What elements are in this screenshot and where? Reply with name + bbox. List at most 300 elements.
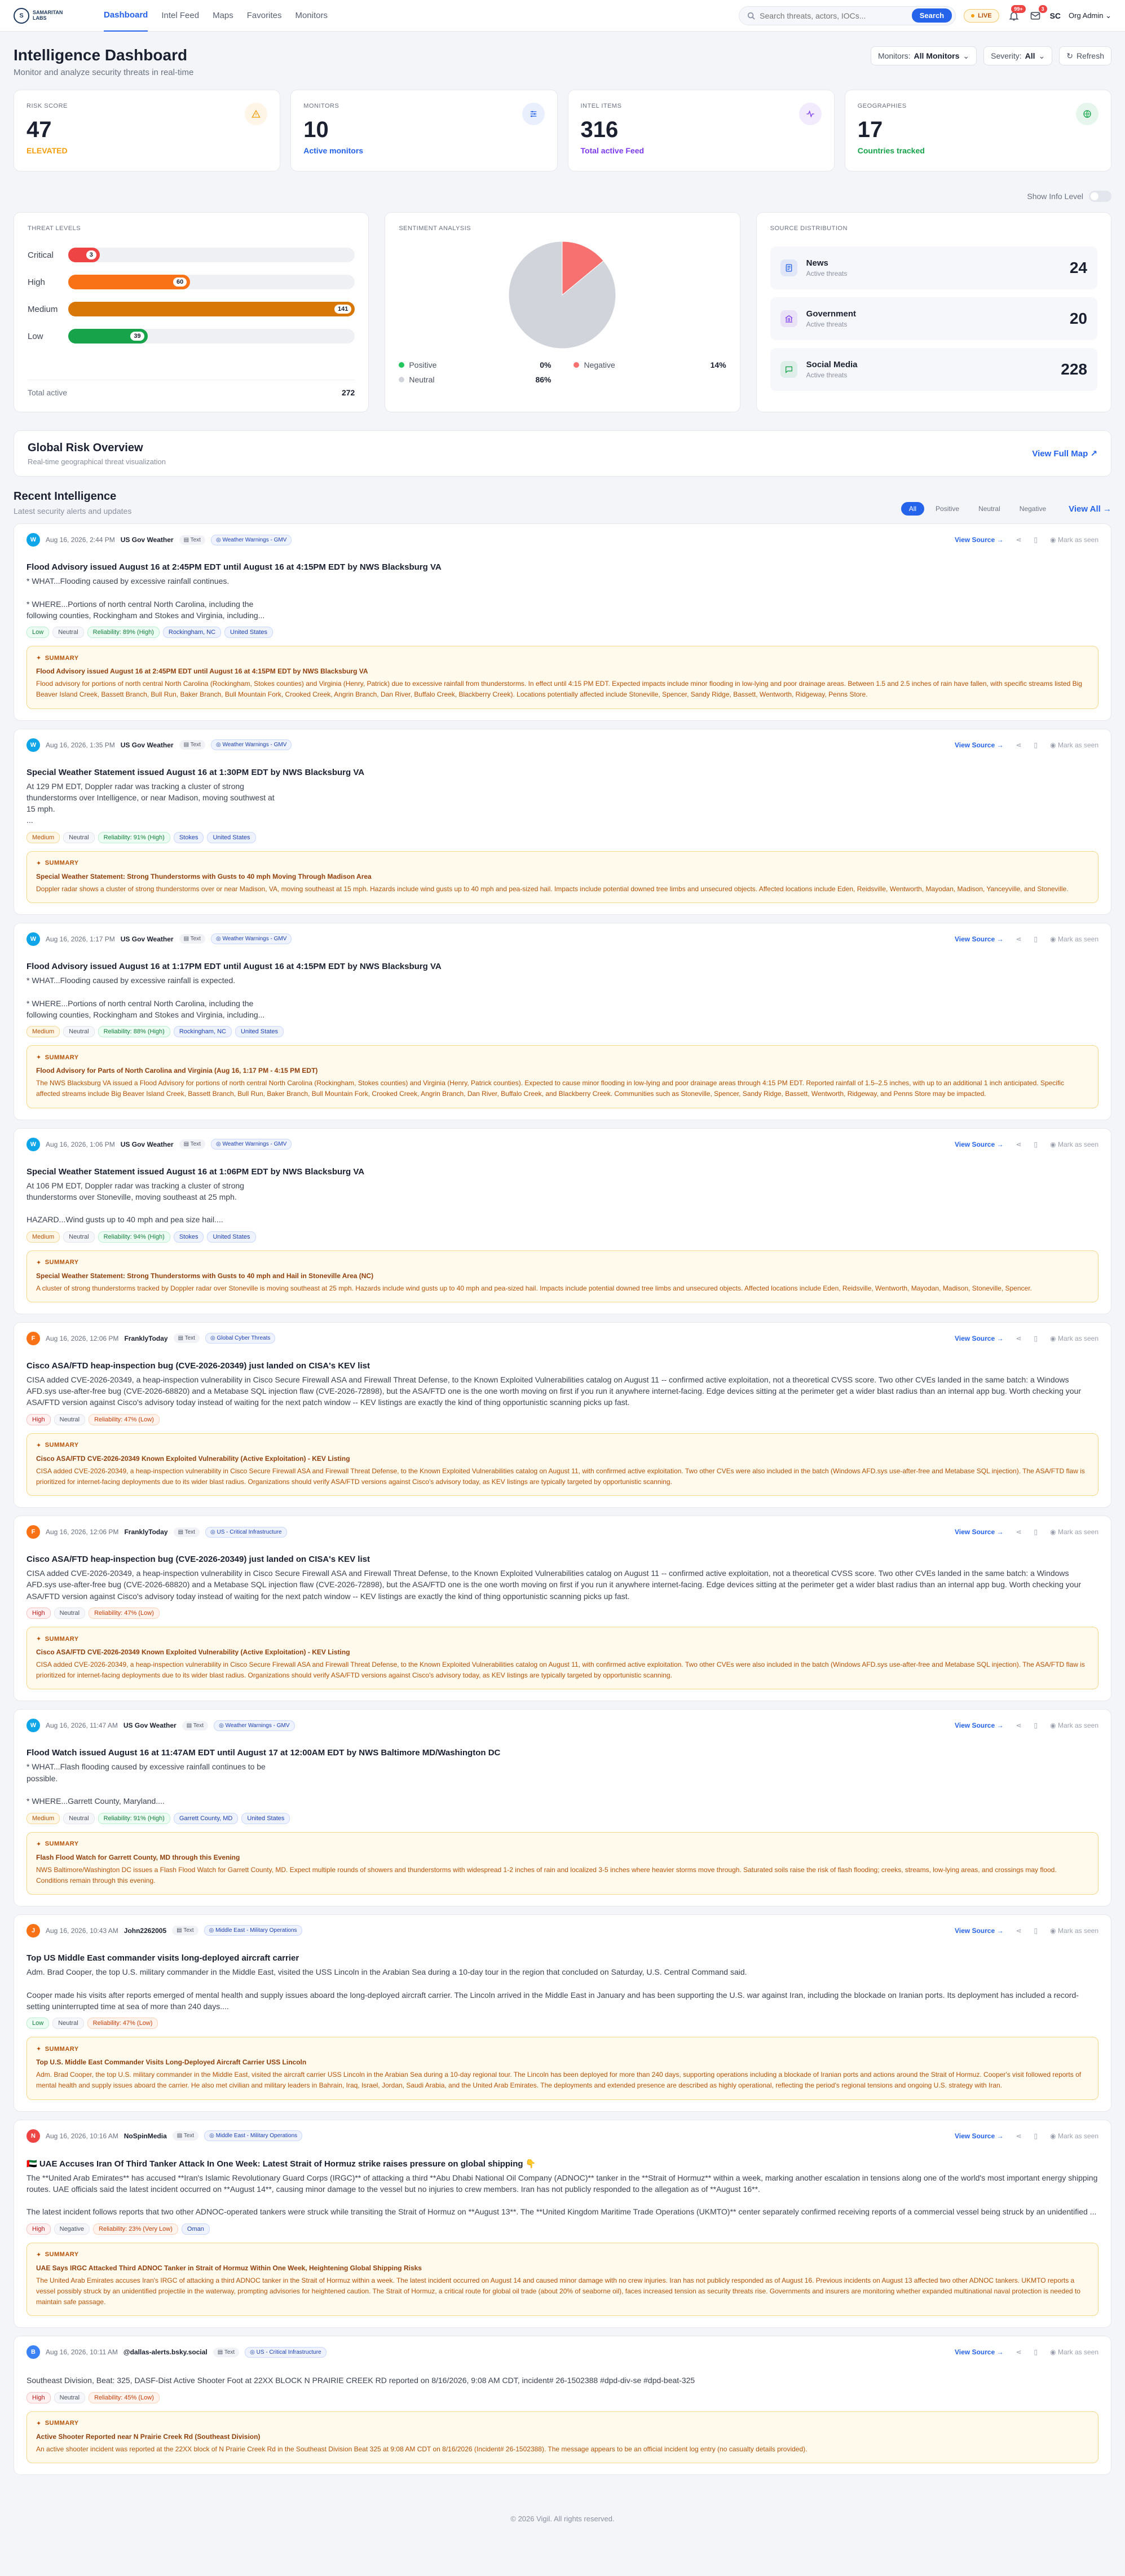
category-chip[interactable] bbox=[245, 2347, 327, 2358]
card-tag: Medium bbox=[27, 1813, 60, 1824]
card-source[interactable]: US Gov Weather bbox=[120, 935, 174, 943]
summary-label: SUMMARY bbox=[45, 654, 79, 662]
card-title[interactable]: Top US Middle East commander visits long-deployed aircraft carrier bbox=[27, 1953, 299, 1963]
intel-card[interactable] bbox=[14, 923, 1111, 1120]
view-source-label: View Source bbox=[954, 1721, 995, 1730]
card-tag: Reliability: 91% (High) bbox=[98, 1813, 170, 1824]
bookmark-icon[interactable]: ▯ bbox=[1034, 2348, 1038, 2357]
mark-seen-button[interactable] bbox=[1050, 1927, 1098, 1935]
threat-level-bar bbox=[68, 329, 148, 344]
logo-text: SAMARITAN LABS bbox=[33, 9, 63, 21]
messages-button[interactable] bbox=[1029, 6, 1044, 23]
bookmark-icon[interactable]: ▯ bbox=[1034, 1140, 1038, 1148]
sentiment-panel bbox=[385, 212, 740, 412]
source-name: Government bbox=[806, 309, 857, 319]
logo-mark: S bbox=[14, 8, 29, 24]
category-label: Weather Warnings - GMV bbox=[222, 1141, 287, 1147]
threat-level-row[interactable] bbox=[28, 302, 355, 316]
category-label: US - Critical Infrastructure bbox=[256, 2349, 321, 2355]
card-tags bbox=[27, 2223, 1098, 2235]
card-summary bbox=[27, 2411, 1098, 2463]
threat-level-count: 141 bbox=[334, 305, 351, 314]
category-chip[interactable] bbox=[211, 739, 292, 750]
view-source-link[interactable] bbox=[955, 2348, 1004, 2356]
chevron-down-icon: ⌄ bbox=[1105, 11, 1111, 20]
stat-card-monitors[interactable] bbox=[290, 90, 557, 171]
card-body: Southeast Division, Beat: 325, DASF-Dist Active Shooter Foot at 22XX BLOCK N PRAIRIE CREEK RD reported on 8/16/2026, 9:08 AM CDT, incident# 26-1502388 #dpd-div-se #dpd-beat-325 bbox=[27, 2376, 695, 2385]
source-avatar: F bbox=[27, 1525, 40, 1539]
recent-intelligence-title: Recent Intelligence bbox=[14, 490, 117, 503]
share-icon[interactable]: ⋖ bbox=[1016, 1140, 1022, 1148]
notification-badge: 99+ bbox=[1011, 5, 1025, 13]
view-source-link[interactable] bbox=[955, 536, 1004, 544]
bookmark-icon[interactable]: ▯ bbox=[1034, 1334, 1038, 1342]
shield-icon: ◎ bbox=[209, 1927, 216, 1934]
text-type-label: Text bbox=[183, 1927, 194, 1934]
card-tag: Neutral bbox=[52, 2018, 83, 2029]
bookmark-icon[interactable]: ▯ bbox=[1034, 1528, 1038, 1536]
source-row-social-media[interactable] bbox=[770, 348, 1097, 391]
threat-level-bar bbox=[68, 275, 190, 289]
card-tag: Rockingham, NC bbox=[174, 1026, 232, 1037]
threat-level-count: 3 bbox=[86, 250, 96, 259]
intel-card[interactable] bbox=[14, 2120, 1111, 2328]
view-source-label: View Source bbox=[954, 536, 995, 544]
page-subtitle: Monitor and analyze security threats in real-time bbox=[14, 68, 194, 77]
mark-seen-button[interactable] bbox=[1050, 741, 1098, 749]
view-source-link[interactable] bbox=[955, 1141, 1004, 1148]
card-summary bbox=[27, 1433, 1098, 1496]
share-icon[interactable]: ⋖ bbox=[1016, 1926, 1022, 1935]
source-subtext: Active threats bbox=[806, 270, 848, 278]
text-type-label: Text bbox=[190, 536, 201, 543]
view-source-label: View Source bbox=[954, 935, 995, 943]
mark-seen-label: Mark as seen bbox=[1057, 1721, 1098, 1730]
card-tag: United States bbox=[224, 627, 273, 638]
stat-card-risk-score[interactable] bbox=[14, 90, 280, 171]
stat-card-intel-items[interactable] bbox=[568, 90, 835, 171]
intel-card[interactable] bbox=[14, 1128, 1111, 1314]
category-label: US - Critical Infrastructure bbox=[217, 1529, 282, 1535]
notifications-button[interactable] bbox=[1007, 6, 1023, 23]
card-title[interactable]: Flood Advisory issued August 16 at 1:17PM EDT until August 16 at 4:15PM EDT by NWS Blacksburg VA bbox=[27, 961, 442, 971]
card-source[interactable]: US Gov Weather bbox=[120, 1140, 174, 1148]
card-body: At 106 PM EDT, Doppler radar was tracking a cluster of strong thunderstorms over Stoneville, moving southeast at 25 mph. HAZARD...Wind gusts up to 40 mph and pea size hail.... bbox=[27, 1181, 244, 1225]
card-tag: Oman bbox=[182, 2223, 210, 2235]
category-chip[interactable] bbox=[211, 535, 292, 545]
card-source[interactable]: US Gov Weather bbox=[123, 1721, 177, 1730]
text-type-chip bbox=[179, 934, 205, 944]
card-tag: High bbox=[27, 1608, 51, 1619]
sentiment-filters bbox=[901, 502, 1111, 516]
view-source-link[interactable] bbox=[955, 1721, 1004, 1729]
live-indicator[interactable] bbox=[964, 9, 999, 23]
card-body: The **United Arab Emirates** has accused **Iran's Islamic Revolutionary Guard Corps (IRGC)** of attacking a third **Abu Dhabi National Oil Company (ADNOC)** tanker in the **Strait of Hormuz** within a week, marking another escalation in tensions along one of the world's most important energy shipping routes. UAE officials said the latest incident occurred on **August 14**, causing minor damage to the vessel but no injuries to crew members. Iran has not publicly responded to the allegation as of **August 16**. The latest incident follows reports that two other ADNOC-operated tankers were struck while transiting the Strait of Hormuz on **August 13**. The **United Kingdom Maritime Trade Operations (UKMTO)** center separately confirmed receiving reports of a commercial vessel being struck by an unidentified ... bbox=[27, 2173, 1098, 2217]
document-icon bbox=[780, 259, 797, 276]
text-type-chip bbox=[179, 535, 205, 545]
mark-seen-button[interactable] bbox=[1050, 1141, 1098, 1148]
arrow-right-icon: → bbox=[996, 1721, 1004, 1730]
search-button[interactable]: Search bbox=[912, 8, 952, 23]
summary-text: An active shooter incident was reported at the 22XX block of N Prairie Creek Rd in the Southeast Division Beat 325 at 9:08 AM CDT on 8/16/2026 (Incident# 26-1502388). The message appears to be an official incident log entry (no casualty details provided). bbox=[36, 2445, 808, 2453]
nav-item-dashboard[interactable]: Dashboard bbox=[104, 0, 148, 32]
filter-positive[interactable]: Positive bbox=[936, 505, 960, 513]
summary-label: SUMMARY bbox=[45, 1635, 79, 1643]
card-tags bbox=[27, 1608, 1098, 1619]
card-title[interactable]: Flood Advisory issued August 16 at 2:45PM EDT until August 16 at 4:15PM EDT by NWS Blacksburg VA bbox=[27, 562, 442, 572]
bookmark-icon[interactable]: ▯ bbox=[1034, 2132, 1038, 2140]
summary-title: Special Weather Statement: Strong Thunderstorms with Gusts to 40 mph and Hail in Stoneville Area (NC) bbox=[36, 1271, 374, 1280]
summary-label-row bbox=[36, 654, 1089, 662]
threat-level-name: Critical bbox=[28, 250, 54, 260]
category-chip[interactable] bbox=[211, 933, 292, 944]
mark-seen-label: Mark as seen bbox=[1057, 1140, 1098, 1148]
summary-label-row bbox=[36, 1259, 1089, 1266]
card-tag: Neutral bbox=[54, 1414, 85, 1425]
card-body: Adm. Brad Cooper, the top U.S. military commander in the Middle East, visited the USS Lincoln in the Arabian Sea during a 10-day tour in the region that concluded on Saturday, U.S. Central Command said. Cooper made his visits after reports emerged of mental health and supply issues aboard the long-deployed aircraft carrier. The Lincoln arrived in the Middle East in January and has been supporting the U.S. war against Iran, including the blockade on Iranian ports. Its deployment has included a record-setting uninterrupted time at sea of more than 240 days.... bbox=[27, 1967, 1079, 2011]
building-icon bbox=[780, 310, 797, 327]
summary-label: SUMMARY bbox=[45, 1259, 79, 1266]
card-tag: Stokes bbox=[174, 1231, 204, 1243]
card-time: Aug 16, 2026, 10:43 AM bbox=[46, 1926, 118, 1935]
text-type-chip bbox=[174, 1527, 200, 1537]
summary-label-row bbox=[36, 2420, 1089, 2427]
card-tags bbox=[27, 1414, 1098, 1425]
text-type-label: Text bbox=[183, 2133, 195, 2139]
nav-item-intel-feed[interactable]: Intel Feed bbox=[161, 11, 200, 20]
category-chip[interactable] bbox=[204, 1925, 302, 1936]
logo[interactable] bbox=[14, 8, 81, 24]
card-source[interactable]: US Gov Weather bbox=[120, 741, 174, 749]
source-distribution-title: SOURCE DISTRIBUTION bbox=[770, 225, 848, 232]
card-title[interactable]: Flood Watch issued August 16 at 11:47AM EDT until August 17 at 12:00AM EDT by NWS Baltimore MD/Washington DC bbox=[27, 1748, 501, 1758]
category-label: Global Cyber Threats bbox=[217, 1335, 271, 1342]
messages-badge: 3 bbox=[1039, 5, 1047, 13]
threat-levels-title: THREAT LEVELS bbox=[28, 225, 81, 232]
source-avatar: W bbox=[27, 1138, 40, 1151]
source-subtext: Active threats bbox=[806, 371, 848, 379]
text-type-icon: ▤ bbox=[178, 1529, 185, 1535]
card-source[interactable]: FranklyToday bbox=[124, 1334, 168, 1342]
card-time: Aug 16, 2026, 10:16 AM bbox=[46, 2132, 118, 2140]
threat-level-row[interactable] bbox=[28, 248, 355, 262]
card-title[interactable]: Cisco ASA/FTD heap-inspection bug (CVE-2026-20349) just landed on CISA's KEV list bbox=[27, 1555, 370, 1565]
card-title[interactable]: 🇦🇪 UAE Accuses Iran Of Third Tanker Attack In One Week: Latest Strait of Hormuz strike raises pressure on global shipping 👇 bbox=[27, 2159, 536, 2169]
arrow-right-icon: → bbox=[996, 536, 1004, 544]
threat-level-track bbox=[68, 248, 355, 262]
legend-label: Negative bbox=[584, 360, 615, 369]
info-level-toggle[interactable] bbox=[1089, 191, 1111, 202]
card-tag: Reliability: 91% (High) bbox=[98, 832, 170, 843]
mark-seen-button[interactable] bbox=[1050, 2132, 1098, 2140]
live-label: LIVE bbox=[978, 12, 992, 19]
card-tag: United States bbox=[241, 1813, 290, 1824]
threat-level-track bbox=[68, 275, 355, 289]
legend-dot-icon bbox=[399, 377, 404, 382]
source-distribution-panel bbox=[756, 212, 1111, 412]
bookmark-icon[interactable]: ▯ bbox=[1034, 1926, 1038, 1935]
share-icon[interactable]: ⋖ bbox=[1016, 536, 1022, 544]
category-label: Middle East - Military Operations bbox=[215, 1927, 297, 1934]
mark-seen-label: Mark as seen bbox=[1057, 1334, 1098, 1342]
arrow-right-icon: → bbox=[996, 935, 1004, 943]
card-tags bbox=[27, 1813, 1098, 1824]
stat-value: 17 bbox=[857, 117, 883, 142]
share-icon[interactable]: ⋖ bbox=[1016, 1334, 1022, 1342]
stat-subtext: Active monitors bbox=[303, 146, 364, 155]
card-summary bbox=[27, 2243, 1098, 2317]
summary-label: SUMMARY bbox=[45, 1840, 79, 1848]
view-source-label: View Source bbox=[954, 1334, 995, 1342]
top-bar bbox=[0, 0, 1125, 32]
view-all-link[interactable] bbox=[1069, 504, 1111, 514]
intel-card[interactable] bbox=[14, 1516, 1111, 1701]
eye-icon: ◉ bbox=[1050, 1926, 1058, 1935]
nav-item-maps[interactable]: Maps bbox=[213, 11, 233, 20]
card-source[interactable]: John2262005 bbox=[123, 1926, 167, 1935]
footer: © 2026 Vigil. All rights reserved. bbox=[510, 2514, 615, 2523]
category-chip[interactable] bbox=[205, 1333, 275, 1344]
filter-neutral[interactable]: Neutral bbox=[978, 505, 1000, 513]
sparkle-icon: ✦ bbox=[36, 1259, 42, 1266]
mark-seen-label: Mark as seen bbox=[1057, 741, 1098, 749]
stat-subtext: Countries tracked bbox=[857, 146, 925, 155]
intel-card[interactable] bbox=[14, 1709, 1111, 1906]
text-type-icon: ▤ bbox=[178, 1335, 185, 1342]
card-source[interactable]: US Gov Weather bbox=[120, 536, 174, 544]
sparkle-icon: ✦ bbox=[36, 655, 42, 662]
card-summary bbox=[27, 646, 1098, 708]
view-source-link[interactable] bbox=[955, 1528, 1004, 1536]
mark-seen-button[interactable] bbox=[1050, 1528, 1098, 1536]
summary-title: Cisco ASA/FTD CVE-2026-20349 Known Exploited Vulnerability (Active Exploitation) - KEV Listing bbox=[36, 1454, 350, 1463]
card-tag: Medium bbox=[27, 1026, 60, 1037]
threat-level-count: 60 bbox=[173, 278, 187, 287]
intel-card[interactable] bbox=[14, 1322, 1111, 1508]
stat-value: 316 bbox=[580, 117, 619, 142]
mark-seen-button[interactable] bbox=[1050, 935, 1098, 943]
view-source-label: View Source bbox=[954, 2132, 995, 2140]
arrow-right-icon: → bbox=[996, 1140, 1004, 1148]
summary-text: Doppler radar shows a cluster of strong thunderstorms over or near Madison, VA, moving southeast at 15 mph. Hazards include wind gusts up to 40 mph and pea-sized hail. Impacts include potential downed tree limbs and unsecured objects. Affected locations include Eden, Reidsville, Wentworth, Mayodan, Madison, Yanceyville, and Stoneville. bbox=[36, 884, 1069, 893]
source-count: 24 bbox=[1069, 259, 1087, 276]
category-chip[interactable] bbox=[214, 1720, 294, 1731]
chevron-down-icon: ⌄ bbox=[963, 51, 970, 60]
card-body: * WHAT...Flooding caused by excessive rainfall continues. * WHERE...Portions of north central North Carolina, including the following counties, Rockingham and Stokes and Virginia, including... bbox=[27, 576, 265, 620]
text-type-label: Text bbox=[190, 936, 201, 943]
text-type-label: Text bbox=[190, 742, 201, 748]
card-title[interactable]: Cisco ASA/FTD heap-inspection bug (CVE-2026-20349) just landed on CISA's KEV list bbox=[27, 1360, 370, 1371]
intel-card[interactable] bbox=[14, 729, 1111, 915]
threat-level-track bbox=[68, 329, 355, 344]
mark-seen-label: Mark as seen bbox=[1057, 2132, 1098, 2140]
total-active-row bbox=[28, 380, 355, 397]
sentiment-pie-chart bbox=[506, 239, 619, 351]
share-icon[interactable]: ⋖ bbox=[1016, 1721, 1022, 1730]
view-full-map-label: View Full Map bbox=[1032, 449, 1088, 459]
view-full-map-link[interactable] bbox=[1032, 448, 1097, 459]
bookmark-icon[interactable]: ▯ bbox=[1034, 536, 1038, 544]
card-tag: Negative bbox=[54, 2223, 90, 2235]
source-avatar: J bbox=[27, 1924, 40, 1937]
summary-title: Special Weather Statement: Strong Thunderstorms with Gusts to 40 mph Moving Through Madison Area bbox=[36, 872, 372, 880]
card-source[interactable]: NoSpinMedia bbox=[123, 2132, 167, 2140]
warning-icon bbox=[245, 103, 267, 125]
view-source-link[interactable] bbox=[955, 2132, 1004, 2140]
source-avatar: N bbox=[27, 2129, 40, 2143]
card-tags bbox=[27, 1026, 1098, 1037]
stat-label: GEOGRAPHIES bbox=[857, 103, 907, 109]
card-title[interactable]: Special Weather Statement issued August 16 at 1:30PM EDT by NWS Blacksburg VA bbox=[27, 767, 365, 777]
refresh-label: Refresh bbox=[1076, 51, 1104, 60]
card-source[interactable]: FranklyToday bbox=[124, 1528, 168, 1536]
text-type-icon: ▤ bbox=[186, 1722, 193, 1729]
shield-icon: ◎ bbox=[215, 1141, 223, 1147]
share-icon[interactable]: ⋖ bbox=[1016, 741, 1022, 749]
text-type-chip bbox=[179, 740, 205, 750]
filter-all[interactable]: All bbox=[901, 502, 924, 516]
source-subtext: Active threats bbox=[806, 320, 848, 328]
text-type-chip bbox=[182, 1721, 208, 1730]
summary-label: SUMMARY bbox=[45, 1054, 79, 1061]
bookmark-icon[interactable]: ▯ bbox=[1034, 1721, 1038, 1730]
info-level-label: Show Info Level bbox=[1027, 192, 1083, 201]
sparkle-icon: ✦ bbox=[36, 2420, 42, 2427]
card-body: CISA added CVE-2026-20349, a heap-inspection vulnerability in Cisco Secure Firewall ASA and Firewall Threat Defense, to the Known Exploited Vulnerabilities catalog on August 11 -- confirmed active exploitation, not a theoretical CVSS score. Two other CVEs landed in the same batch: a Windows AFD.sys use-after-free bug (CVE-2026-68820) and a Metabase SQL injection flaw (CVE-2026-72898), but the ASA/FTD one is the one worth moving on first if you run it anywhere internet-facing. Edge devices sitting at the perimeter get a wider blast radius than an internal app bug. Worth checking your ASA/FTD version against Cisco's advisory today instead of waiting for the next patch window -- KEV listings are exactly the kind of thing opportunistic scanning picks up fast. bbox=[27, 1569, 1081, 1601]
view-source-label: View Source bbox=[954, 741, 995, 749]
view-source-link[interactable] bbox=[955, 1335, 1004, 1342]
card-tag: Neutral bbox=[63, 1231, 94, 1243]
card-tag: Reliability: 94% (High) bbox=[98, 1231, 170, 1243]
source-name: Social Media bbox=[806, 360, 858, 369]
legend-dot-icon bbox=[573, 362, 579, 368]
shield-icon: ◎ bbox=[250, 2349, 257, 2355]
monitors-select[interactable] bbox=[871, 46, 977, 65]
view-source-label: View Source bbox=[954, 1528, 995, 1536]
card-time: Aug 16, 2026, 12:06 PM bbox=[46, 1528, 119, 1536]
category-chip[interactable] bbox=[204, 2130, 302, 2141]
card-summary bbox=[27, 1627, 1098, 1689]
intel-card[interactable] bbox=[14, 2336, 1111, 2474]
bookmark-icon[interactable]: ▯ bbox=[1034, 741, 1038, 749]
source-row-government[interactable] bbox=[770, 297, 1097, 340]
eye-icon: ◉ bbox=[1050, 1140, 1058, 1148]
search-icon bbox=[747, 12, 755, 20]
nav-item-favorites[interactable]: Favorites bbox=[246, 11, 282, 20]
card-tag: United States bbox=[235, 1026, 284, 1037]
share-icon[interactable]: ⋖ bbox=[1016, 935, 1022, 943]
search-input[interactable] bbox=[760, 11, 907, 20]
text-type-icon: ▤ bbox=[183, 1141, 191, 1147]
card-body: At 129 PM EDT, Doppler radar was tracking a cluster of strong thunderstorms over Intelligence, or near Madison, moving southwest at 15 mph. ... bbox=[27, 781, 275, 825]
card-tag: United States bbox=[207, 832, 255, 843]
source-avatar: B bbox=[27, 2345, 40, 2359]
summary-label: SUMMARY bbox=[45, 2420, 79, 2427]
card-source[interactable]: @dallas-alerts.bsky.social bbox=[123, 2348, 208, 2357]
intel-card[interactable] bbox=[14, 1914, 1111, 2112]
view-source-link[interactable] bbox=[955, 741, 1004, 749]
summary-text: CISA added CVE-2026-20349, a heap-inspection vulnerability in Cisco Secure Firewall ASA and Firewall Threat Defense, to the Known Exploited Vulnerabilities catalog on August 11, with confirmed active exploitation. Two other CVEs were also included in the batch (Windows AFD.sys use-after-free and Metabase SQL injection). The ASA/FTD flaw is prioritized for internet-facing deployments due to its wider blast radius. Organizations should verify ASA/FTD versions against Cisco's advisory today, as KEV listings are typically targeted by opportunistic scanning. bbox=[36, 1661, 1085, 1680]
severity-value: All bbox=[1025, 51, 1035, 60]
legend-value: 86% bbox=[535, 375, 552, 384]
threat-level-track bbox=[68, 302, 355, 316]
category-chip[interactable] bbox=[205, 1527, 287, 1538]
shield-icon: ◎ bbox=[210, 1529, 217, 1535]
global-risk-subtitle: Real-time geographical threat visualization bbox=[28, 457, 166, 466]
share-icon[interactable]: ⋖ bbox=[1016, 1528, 1022, 1536]
threat-level-row[interactable] bbox=[28, 275, 355, 289]
category-label: Weather Warnings - GMV bbox=[222, 742, 287, 748]
card-tag: Low bbox=[27, 2018, 49, 2029]
mark-seen-button[interactable] bbox=[1050, 2348, 1098, 2356]
org-label: Org Admin bbox=[1069, 11, 1104, 20]
summary-title: Flood Advisory issued August 16 at 2:45PM EDT until August 16 at 4:15PM EDT by NWS Blacksburg VA bbox=[36, 667, 368, 676]
summary-title: Flash Flood Watch for Garrett County, MD through this Evening bbox=[36, 1853, 240, 1861]
card-tag: Reliability: 47% (Low) bbox=[89, 1414, 160, 1425]
stat-card-geographies[interactable] bbox=[845, 90, 1111, 171]
card-tag: Neutral bbox=[63, 832, 94, 843]
user-initials[interactable]: SC bbox=[1049, 11, 1061, 20]
mark-seen-button[interactable] bbox=[1050, 536, 1098, 544]
global-risk-title: Global Risk Overview bbox=[28, 441, 143, 454]
summary-text: Flood advisory for portions of north central North Carolina (Rockingham, Stokes counties) and Virginia (Henry, Patrick) due to excessive rainfall from thunderstorms. In effect until 4:15 PM EDT. Expected impacts include minor flooding in low-lying and poor drainage areas. Between 1.5 and 2.5 inches of rain have fallen, with specific streams listed Big Beaver Island Creek, Bassett Branch, Bull Run, Baker Branch, Bull Mountain Fork, Crooked Creek, Angrin Branch, Dan River, Buffalo Creek, Blackberry Creek). Locations potentially affected include Stoneville, Spencer, Sandy Ridge, Bassett, Wentworth, Ridgeway, Penns Store. bbox=[36, 680, 1082, 699]
card-title[interactable]: Special Weather Statement issued August 16 at 1:06PM EDT by NWS Blacksburg VA bbox=[27, 1166, 365, 1177]
text-type-chip bbox=[179, 1139, 205, 1149]
refresh-button[interactable] bbox=[1059, 46, 1111, 65]
sparkle-icon: ✦ bbox=[36, 1840, 42, 1848]
intel-card[interactable] bbox=[14, 523, 1111, 721]
view-source-link[interactable] bbox=[955, 935, 1004, 943]
card-summary bbox=[27, 1832, 1098, 1895]
card-tag: Reliability: 23% (Very Low) bbox=[93, 2223, 178, 2235]
external-link-icon: ↗ bbox=[1090, 449, 1097, 459]
share-icon[interactable]: ⋖ bbox=[1016, 2348, 1022, 2357]
shield-icon: ◎ bbox=[215, 742, 223, 748]
mark-seen-button[interactable] bbox=[1050, 1721, 1098, 1729]
source-row-news[interactable] bbox=[770, 246, 1097, 289]
filter-negative[interactable]: Negative bbox=[1019, 505, 1047, 513]
threat-level-name: Medium bbox=[28, 304, 58, 314]
card-tag: Neutral bbox=[54, 2392, 85, 2403]
threat-level-row[interactable] bbox=[28, 329, 355, 344]
card-body: * WHAT...Flooding caused by excessive rainfall is expected. * WHERE...Portions of north central North Carolina, including the following counties, Rockingham and Stokes and Virginia, including... bbox=[27, 975, 265, 1019]
eye-icon: ◉ bbox=[1050, 1721, 1058, 1730]
text-type-icon: ▤ bbox=[177, 1927, 184, 1934]
arrow-right-icon: → bbox=[996, 1528, 1004, 1536]
card-time: Aug 16, 2026, 1:35 PM bbox=[46, 741, 115, 749]
summary-label-row bbox=[36, 1840, 1089, 1848]
severity-select[interactable] bbox=[983, 46, 1052, 65]
org-menu[interactable] bbox=[1069, 11, 1111, 20]
bookmark-icon[interactable]: ▯ bbox=[1034, 935, 1038, 943]
card-tag: Stokes bbox=[174, 832, 204, 843]
threat-levels-panel bbox=[14, 212, 369, 412]
stat-subtext: Total active Feed bbox=[580, 146, 645, 155]
card-tag: High bbox=[27, 2223, 51, 2235]
nav-item-monitors[interactable]: Monitors bbox=[295, 11, 328, 20]
mark-seen-button[interactable] bbox=[1050, 1335, 1098, 1342]
total-active-label: Total active bbox=[28, 388, 68, 397]
category-chip[interactable] bbox=[211, 1139, 292, 1150]
card-time: Aug 16, 2026, 1:17 PM bbox=[46, 935, 115, 943]
live-dot-icon bbox=[971, 14, 974, 17]
view-source-link[interactable] bbox=[955, 1927, 1004, 1935]
share-icon[interactable]: ⋖ bbox=[1016, 2132, 1022, 2140]
card-tag: Low bbox=[27, 627, 49, 638]
summary-title: Cisco ASA/FTD CVE-2026-20349 Known Exploited Vulnerability (Active Exploitation) - KEV Listing bbox=[36, 1648, 350, 1657]
sparkle-icon: ✦ bbox=[36, 1442, 42, 1449]
mark-seen-label: Mark as seen bbox=[1057, 1528, 1098, 1536]
